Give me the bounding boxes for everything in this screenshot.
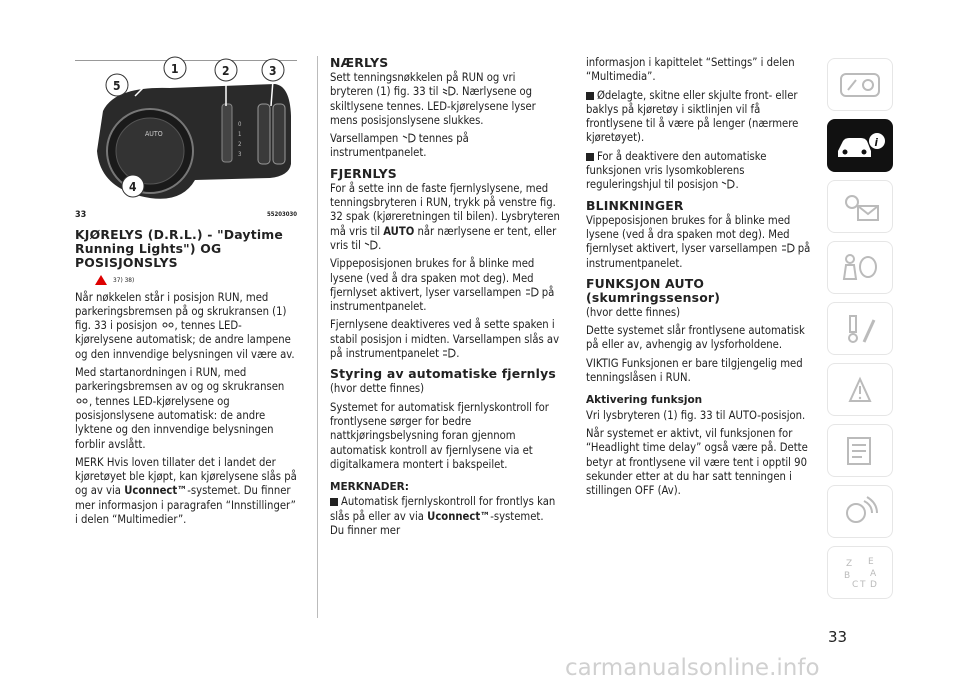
svg-text:Z: Z bbox=[846, 558, 853, 569]
high-beam-icon bbox=[525, 287, 539, 297]
warning-triangle-icon bbox=[95, 275, 107, 285]
svg-text:0: 0 bbox=[238, 121, 242, 128]
wrench-icon bbox=[838, 312, 882, 346]
dashboard-icon bbox=[838, 68, 882, 102]
position-light-icon bbox=[161, 320, 175, 330]
alphabet-index-icon bbox=[838, 556, 882, 590]
paragraph: Med startanordningen i RUN, med parkeringsbremsen av og og skrukransen , tennes LED-kjørelysene og posisjonslysene automatisk: de andre lyktene og den innvendige belysningen forblir avslått. bbox=[75, 366, 285, 451]
column-3: informasjon i kapittelet “Settings” i delen “Multimedia”. Ødelagte, skitne eller skjulte front- eller baklys på kjøretøy i siktlinjen vil få frontlysene til å være på lenger (nærmere kjøretøyet). For å deaktivere den automatiske funksjonen vris lysomkoblerens reguleringshjul til posisjon . BLINKNINGER Vippeposisjonen brukes for å blinke med lysene (ved å dra spaken mot deg). Med fjernlyset aktivert, lyser varsellampen på instrumentpanelet. FUNKSJON AUTO (skumringssensor) (hvor dette finnes) Dette systemet slår frontlysene automatisk på eller av, avhengig av lysforholdene. VIKTIG Funksjonen er bare tilgjengelig med tenningslåsen i RUN. Aktivering funksjon Vri lysbryteren (1) fig. 33 til AUTO-posisjon. Når systemet er aktivt, vil funksjonen for “Headlight time delay” også være på. Dette betyr at frontlysene vil være tent i opptil 90 sekunder etter at du har satt tenningen i stillingen OFF (Av). bbox=[586, 56, 818, 502]
svg-text:C: C bbox=[852, 579, 859, 590]
airbag-icon bbox=[838, 251, 882, 285]
tab-index[interactable] bbox=[827, 546, 893, 599]
svg-text:D: D bbox=[870, 579, 877, 590]
svg-text:E: E bbox=[868, 556, 874, 567]
tab-airbag[interactable] bbox=[827, 241, 893, 294]
tab-specs[interactable] bbox=[827, 424, 893, 477]
callout-5: 5 bbox=[113, 79, 121, 93]
bullet-icon bbox=[330, 498, 338, 506]
heading-drl: KJØRELYS (D.R.L.) - "Daytime Running Lights") OG POSISJONSLYS bbox=[75, 227, 283, 271]
paragraph: Når nøkkelen står i posisjon RUN, med parkeringsbremsen på og skrukransen (1) fig. 33 i posisjon , tennes LED-kjørelysene automatisk; de andre lampene og den innvendige belysningen vil være av. bbox=[75, 290, 295, 361]
callout-3: 3 bbox=[269, 64, 277, 78]
tab-lights[interactable] bbox=[827, 180, 893, 233]
tab-service[interactable] bbox=[827, 302, 893, 355]
position-light-icon bbox=[75, 396, 89, 406]
heading-flashing: BLINKNINGER bbox=[586, 197, 684, 213]
settings-icon bbox=[838, 495, 882, 529]
high-beam-icon bbox=[781, 243, 795, 253]
switch-label: AUTO bbox=[145, 130, 163, 138]
svg-text:B: B bbox=[844, 570, 851, 581]
watermark: carmanualsonline.info bbox=[565, 655, 820, 681]
tab-dashboard[interactable] bbox=[827, 58, 893, 111]
chapter-tabs bbox=[827, 58, 893, 607]
column-1 bbox=[75, 56, 297, 531]
column-divider bbox=[317, 56, 318, 618]
svg-text:i: i bbox=[874, 135, 878, 149]
svg-text:A: A bbox=[870, 568, 877, 579]
warning-triangle-icon bbox=[838, 373, 882, 407]
svg-text:3: 3 bbox=[238, 151, 242, 158]
warning-refs: 37) 38) bbox=[95, 273, 297, 287]
callout-1: 1 bbox=[171, 62, 179, 76]
callout-2: 2 bbox=[222, 64, 230, 78]
high-beam-icon bbox=[442, 348, 456, 358]
svg-text:2: 2 bbox=[238, 141, 242, 148]
bullet-icon bbox=[586, 153, 594, 161]
heading-auto-high-beam: Styring av automatiske fjernlys bbox=[330, 366, 556, 382]
heading-low-beam: NÆRLYS bbox=[330, 55, 389, 70]
figure-caption: 33 55203030 bbox=[75, 210, 297, 220]
paragraph: MERK Hvis loven tillater det i landet der kjøretøyet ble kjøpt, kan kjørelysene slås på og av via Uconnect™-systemet. Du finner mer informasjon i paragrafen “Innstillinger” i delen “Multimedier”. bbox=[75, 455, 297, 527]
low-beam-icon bbox=[442, 86, 456, 96]
svg-text:T: T bbox=[860, 579, 866, 590]
document-icon bbox=[838, 434, 882, 468]
low-beam-icon bbox=[364, 240, 378, 250]
low-beam-icon bbox=[721, 179, 735, 189]
bullet-icon bbox=[586, 92, 594, 100]
light-switch-illustration bbox=[75, 56, 297, 206]
svg-text:1: 1 bbox=[238, 131, 242, 138]
heading-high-beam: FJERNLYS bbox=[330, 165, 397, 181]
tab-car-info[interactable] bbox=[827, 119, 893, 172]
heading-auto-function: FUNKSJON AUTO (skumringssensor) bbox=[586, 275, 721, 305]
low-beam-icon bbox=[402, 133, 416, 143]
tab-multimedia[interactable] bbox=[827, 485, 893, 538]
column-2: NÆRLYS Sett tenningsnøkkelen på RUN og vri bryteren (1) fig. 33 til . Nærlysene og skiltlysene tennes. LED-kjørelysene lyser mens posisjonslysene slukkes. Varsellampen tennes på instrumentpanelet. FJERNLYS For å sette inn de faste fjernlyslysene, med tenningsbryteren i RUN, trykk på venstre fig. 32 spak (kjøreretningen til bilen). Lysbryteren må vris til AUTO når nærlysene er tent, eller vris til . Vippeposisjonen brukes for å blinke med lysene (ved å dra spaken mot deg). Med fjernlyset aktivert, lyser varsellampen på instrumentpanelet. Fjernlysene deaktiveres ved å sette spaken i stabil posisjon i midten. Varsellampen slås av på instrumentpanelet . Styring av automatiske fjernlys (hvor dette finnes) Systemet for automatisk fjernlyskontroll for frontlysene sørger for bedre nattkjøringsbelysning foran gjennom automatisk kontroll av fjernlysene via et digitalkamera montert i bakspeilet. MERKNADER: Automatisk fjernlyskontroll for frontlys kan slås på eller av via Uconnect™-systemet. Du finner mer bbox=[330, 55, 560, 538]
light-switch-figure bbox=[75, 56, 297, 206]
callout-4: 4 bbox=[129, 180, 137, 194]
lights-mail-icon bbox=[838, 190, 882, 224]
page-number: 33 bbox=[828, 628, 848, 646]
tab-warnings[interactable] bbox=[827, 363, 893, 416]
notes-heading: MERKNADER: bbox=[330, 481, 409, 494]
car-info-icon bbox=[835, 129, 885, 163]
heading-activation: Aktivering funksjon bbox=[586, 394, 703, 407]
